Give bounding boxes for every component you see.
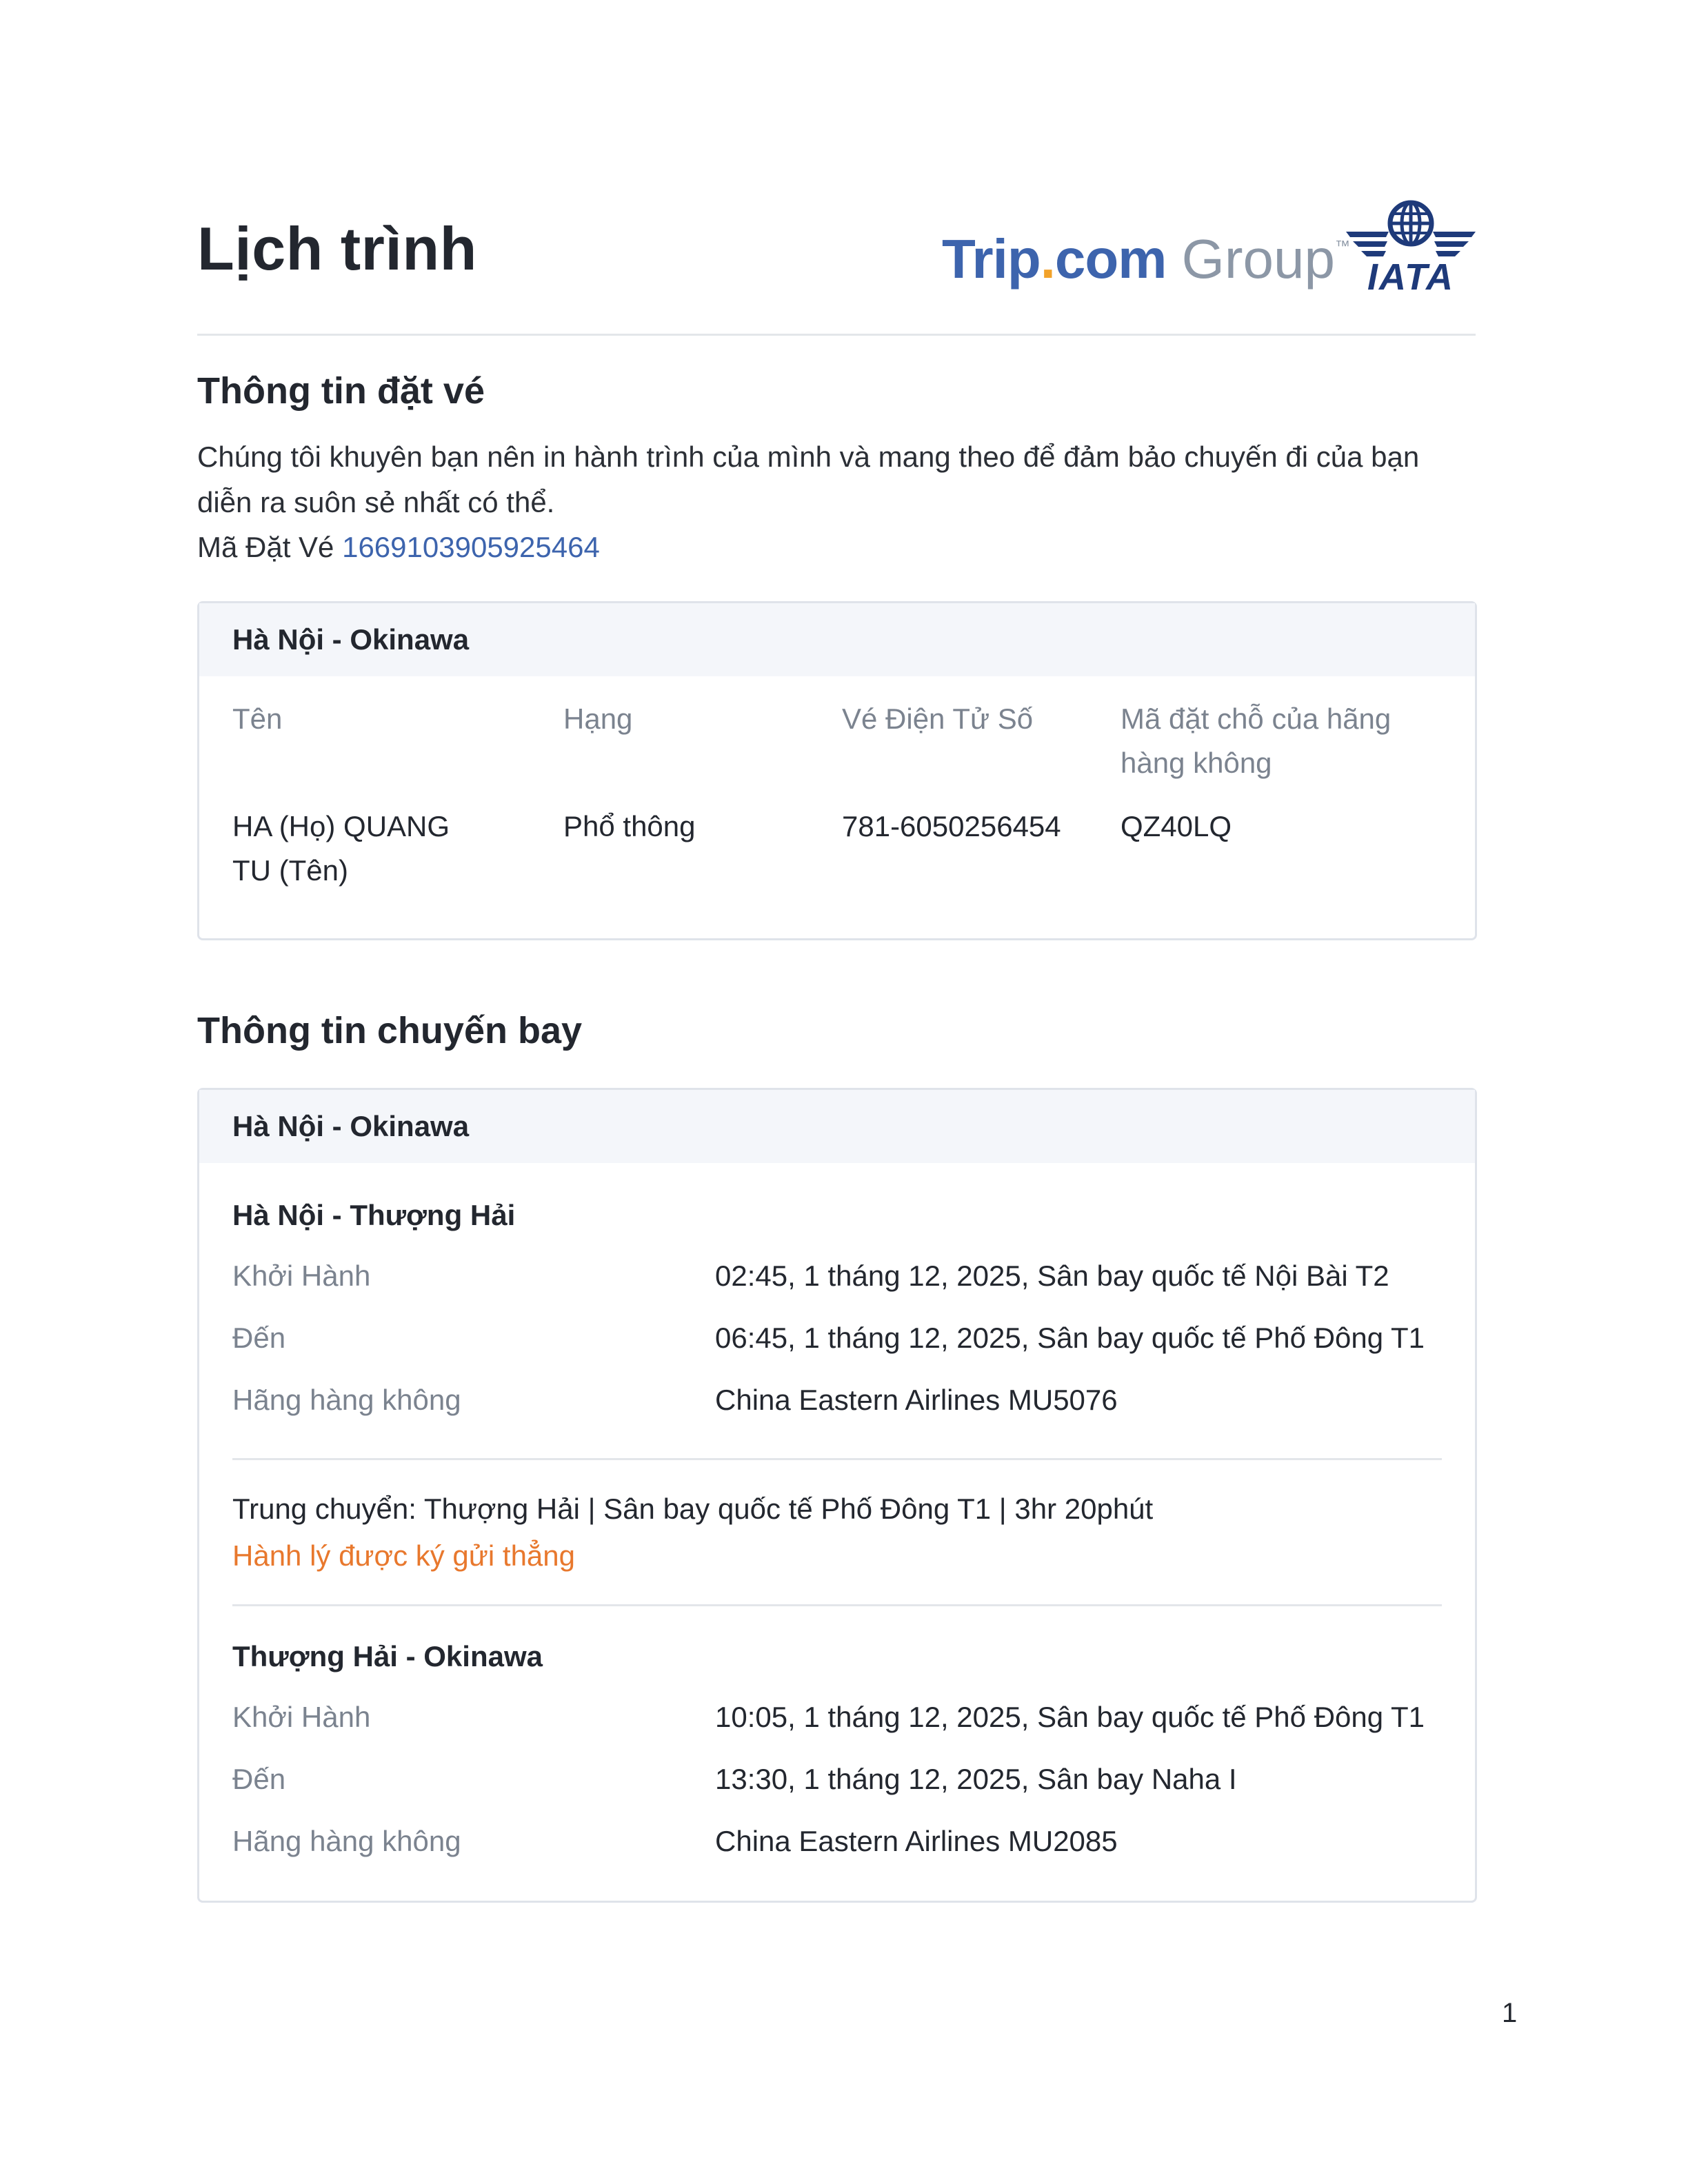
booking-number-link[interactable]: 1669103905925464 [342, 531, 600, 563]
passenger-class: Phổ thông [563, 810, 696, 842]
header-name: Tên [232, 702, 283, 735]
segment-divider-1 [232, 1458, 1442, 1460]
logo-trip-text: Trip [942, 228, 1041, 290]
airline-pnr: QZ40LQ [1121, 810, 1232, 842]
segment-2-depart-label: Khởi Hành [232, 1701, 371, 1733]
page-header [197, 200, 1476, 296]
flight-info-title: Thông tin chuyến bay [197, 1010, 583, 1051]
booking-intro-text: Chúng tôi khuyên bạn nên in hành trình của mình và mang theo để đảm bảo chuyến đi của bạn diễn ra suôn sẻ nhất có thể. [197, 441, 1420, 518]
segment-1-depart-value: 02:45, 1 tháng 12, 2025, Sân bay quốc tế Nội Bài T2 [715, 1260, 1389, 1292]
page-title: Lịch trình [197, 214, 477, 283]
header-airline-pnr: Mã đặt chỗ của hãng hàng không [1121, 702, 1391, 779]
segment-1-arrive-value: 06:45, 1 tháng 12, 2025, Sân bay quốc tế Phố Đông T1 [715, 1322, 1425, 1354]
segment-2-arrive-label: Đến [232, 1763, 286, 1795]
segment-2-airline-value: China Eastern Airlines MU2085 [715, 1825, 1118, 1857]
segment-1-depart-label: Khởi Hành [232, 1260, 371, 1292]
segment-2-arrive-value: 13:30, 1 tháng 12, 2025, Sân bay Naha I [715, 1763, 1237, 1795]
header-ticket-number: Vé Điện Tử Số [842, 702, 1034, 735]
iata-logo-text: IATA [1367, 256, 1454, 296]
transfer-info: Trung chuyển: Thượng Hải | Sân bay quốc tế Phố Đông T1 | 3hr 20phút [232, 1493, 1154, 1525]
iata-logo-icon [1345, 200, 1477, 296]
segment-divider-2 [232, 1604, 1442, 1606]
header-divider [197, 334, 1476, 336]
booking-number-label: Mã Đặt Vé [197, 531, 334, 563]
passenger-card-route: Hà Nội - Okinawa [199, 603, 1475, 676]
segment-2-airline-label: Hãng hàng không [232, 1825, 461, 1857]
tripcom-group-logo [942, 228, 1349, 291]
logo-group-text: Group [1166, 228, 1335, 290]
booking-number-line [197, 527, 600, 568]
logo-trademark: ™ [1335, 237, 1349, 254]
booking-info-title: Thông tin đặt vé [197, 370, 485, 412]
passenger-card [197, 601, 1477, 940]
passenger-table [199, 676, 1475, 938]
ticket-number: 781-6050256454 [842, 810, 1061, 842]
segment-2-depart-value: 10:05, 1 tháng 12, 2025, Sân bay quốc tế Phố Đông T1 [715, 1701, 1425, 1733]
segment-1-arrive-label: Đến [232, 1322, 286, 1354]
segment-1-title: Hà Nội - Thượng Hải [232, 1199, 516, 1231]
flight-card [197, 1088, 1477, 1903]
logo-com-text: com [1054, 228, 1167, 290]
segment-2-title: Thượng Hải - Okinawa [232, 1640, 543, 1672]
flight-card-route: Hà Nội - Okinawa [199, 1090, 1475, 1163]
page-number: 1 [1502, 1998, 1518, 2028]
baggage-through-checked: Hành lý được ký gửi thẳng [232, 1539, 576, 1572]
logo-dot-text: . [1040, 228, 1055, 290]
segment-1-airline-label: Hãng hàng không [232, 1384, 461, 1416]
passenger-name: HA (Họ) QUANG TU (Tên) [232, 810, 450, 887]
header-class: Hạng [563, 702, 633, 735]
segment-1-airline-value: China Eastern Airlines MU5076 [715, 1384, 1118, 1416]
